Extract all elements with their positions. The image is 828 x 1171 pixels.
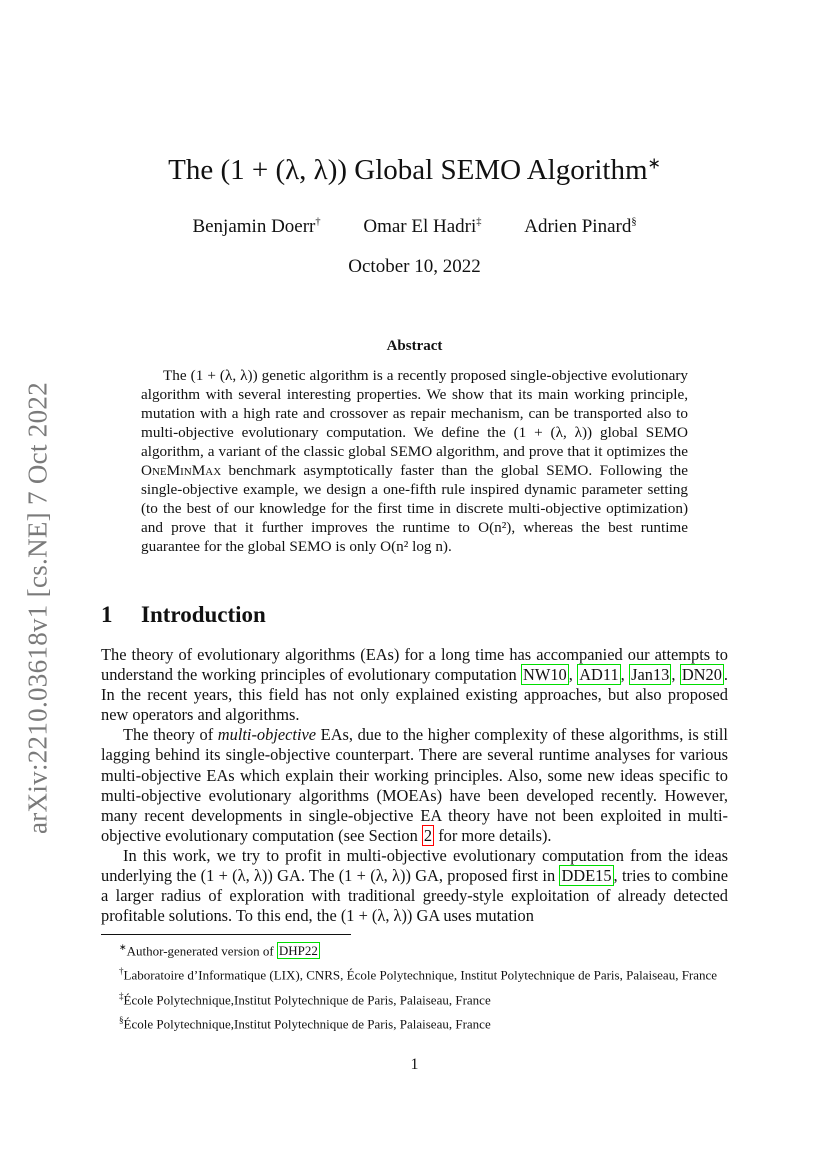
paragraph: The theory of multi-objective EAs, due to the higher complexity of these algorithms, is still lagging behind its single-objective counterpart. There are several runtime analyses for various multi-objective EAs which explain their working principles. Also, some new ideas specific to multi-objective evolutionary algorithms (MOEAs) have been developed recently. However, many recent developments in single-objective EA theory have not been exploited in multi-objective evolutionary computation (see Section 2 for more details). xyxy=(101,725,728,845)
citation-link[interactable]: DHP22 xyxy=(278,943,318,959)
benchmark-name: OneMinMax xyxy=(141,462,222,479)
citation-link[interactable]: AD11 xyxy=(579,665,619,685)
section-title: Introduction xyxy=(141,602,266,627)
paragraph: In this work, we try to profit in multi-objective evolutionary computation from the ideas underlying the (1 + (λ, λ)) GA. The (1 + (λ, λ)) GA, proposed first in DDE15 , tries to combine a larger radius of exploration with traditional greedy-style exploitation of already detected profitable solutions. To this end, the (1 + (λ, λ)) GA uses mutation xyxy=(101,845,728,926)
citation-link[interactable]: NW10 xyxy=(523,665,567,685)
author: Adrien Pinard§ xyxy=(524,216,637,237)
arxiv-sidebar xyxy=(0,0,80,1171)
arxiv-identifier: arXiv:2210.03618v1 [cs.NE] 7 Oct 2022 xyxy=(22,381,53,835)
footnote: ∗Author-generated version of DHP22 xyxy=(119,942,318,959)
paper-title xyxy=(101,154,728,187)
section-number: 1 xyxy=(101,602,113,627)
footnote-rule xyxy=(101,934,351,935)
page-number: 1 xyxy=(410,1056,419,1073)
footnote: §École Polytechnique,Institut Polytechnique de Paris, Palaiseau, France xyxy=(119,1014,491,1032)
paragraph: The theory of evolutionary algorithms (EAs) for a long time has accompanied our attempts to understand the working principles of evolutionary computation NW10 , AD11 , Jan13 , DN20 . In the recent years, this field has not only explained existing approaches, but also proposed new operators and algorithms. xyxy=(101,645,729,725)
footnotes xyxy=(101,938,728,1033)
citation-link[interactable]: DDE15 xyxy=(561,866,612,886)
abstract-heading: Abstract xyxy=(386,338,443,354)
citation-link[interactable]: DN20 xyxy=(681,665,722,685)
paper-date: October 10, 2022 xyxy=(348,256,481,277)
section-heading xyxy=(101,602,266,628)
section-body xyxy=(101,645,728,926)
author: Omar El Hadri‡ xyxy=(363,216,482,237)
title-text: The (1 + (λ, λ)) Global SEMO Algorithm xyxy=(168,154,648,186)
citation-link[interactable]: Jan13 xyxy=(631,665,670,685)
abstract-text: The (1 + (λ, λ)) genetic algorithm is a recently proposed single-objective evolutionary algorithm with several interesting properties. We show that its main working principle, mutation with a high rate and crossover as repair mechanism, can be transported also to multi-objective evolutionary computation. We define the (1 + (λ, λ)) global SEMO algorithm, a variant of the classic global SEMO algorithm, and prove that it optimizes the OneMinMax benchmark asymptotically faster than the global SEMO. Following the single-objective example, we design a one-fifth rule inspired dynamic parameter setting (to the best of our knowledge for the first time in discrete multi-objective optimization) and prove that it further improves the runtime to O(n²), whereas the best runtime guarantee for the global SEMO is only O(n² log n). xyxy=(141,367,688,555)
footnote: †Laboratoire d’Informatique (LIX), CNRS, École Polytechnique, Institut Polytechnique de Paris, Palaiseau, France xyxy=(119,966,718,983)
title-footnote-mark: ∗ xyxy=(647,155,661,173)
section-reference-link[interactable]: 2 xyxy=(423,825,433,845)
footnote: ‡École Polytechnique,Institut Polytechnique de Paris, Palaiseau, France xyxy=(119,990,491,1007)
author-list xyxy=(101,216,728,238)
author: Benjamin Doerr† xyxy=(192,216,321,237)
